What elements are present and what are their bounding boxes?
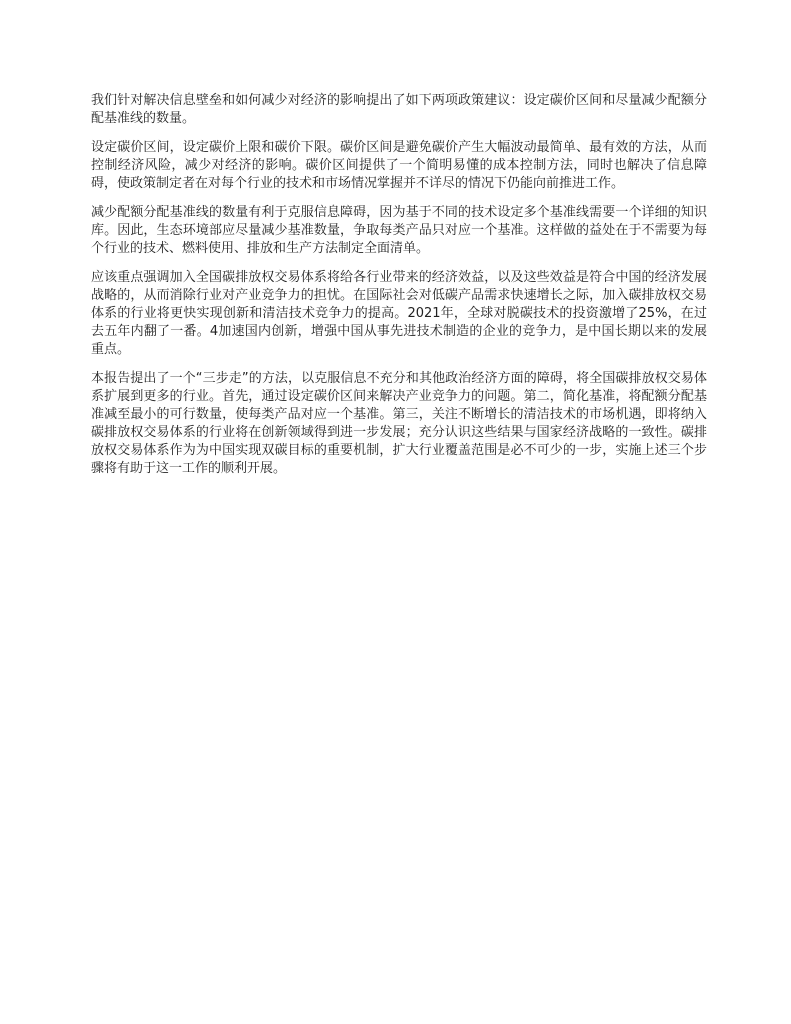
paragraph-economic-benefits: 应该重点强调加入全国碳排放权交易体系将给各行业带来的经济效益，以及这些效益是符合中国的经济发展战略的，从而消除行业对产业竞争力的担忧。在国际社会对低碳产品需求快速增长之际，加入碳排放权交易体系的行业将更快实现创新和清洁技术竞争力的提高。2021年，全球对脱碳技术的投资激增了25%，在过去五年内翻了一番。4加速国内创新，增强中国从事先进技术制造的企业的竞争力，是中国长期以来的发展重点。	[91, 270, 707, 357]
paragraph-policy-recommendations: 我们针对解决信息壁垒和如何减少对经济的影响提出了如下两项政策建议：设定碳价区间和尽量减少配额分配基准线的数量。	[91, 93, 707, 126]
paragraph-three-step-approach: 本报告提出了一个“三步走”的方法，以克服信息不充分和其他政治经济方面的障碍，将全国碳排放权交易体系扩展到更多的行业。首先，通过设定碳价区间来解决产业竞争力的问题。第二，简化基准，将配额分配基准减至最小的可行数量，使每类产品对应一个基准。第三，关注不断增长的清洁技术的市场机遇，即将纳入碳排放权交易体系的行业将在创新领域得到进一步发展；充分认识这些结果与国家经济战略的一致性。碳排放权交易体系作为为中国实现双碳目标的重要机制，扩大行业覆盖范围是必不可少的一步，实施上述三个步骤将有助于这一工作的顺利开展。	[91, 371, 707, 476]
paragraph-benchmark-reduction: 减少配额分配基准线的数量有利于克服信息障碍，因为基于不同的技术设定多个基准线需要一个详细的知识库。因此，生态环境部应尽量减少基准数量，争取每类产品只对应一个基准。这样做的益处在于不需要为每个行业的技术、燃料使用、排放和生产方法制定全面清单。	[91, 205, 707, 256]
paragraph-carbon-price-range: 设定碳价区间，设定碳价上限和碳价下限。碳价区间是避免碳价产生大幅波动最简单、最有效的方法，从而控制经济风险，减少对经济的影响。碳价区间提供了一个简明易懂的成本控制方法，同时也解决了信息障碍，使政策制定者在对每个行业的技术和市场情况掌握并不详尽的情况下仍能向前推进工作。	[91, 140, 707, 191]
document-body	[91, 92, 707, 489]
